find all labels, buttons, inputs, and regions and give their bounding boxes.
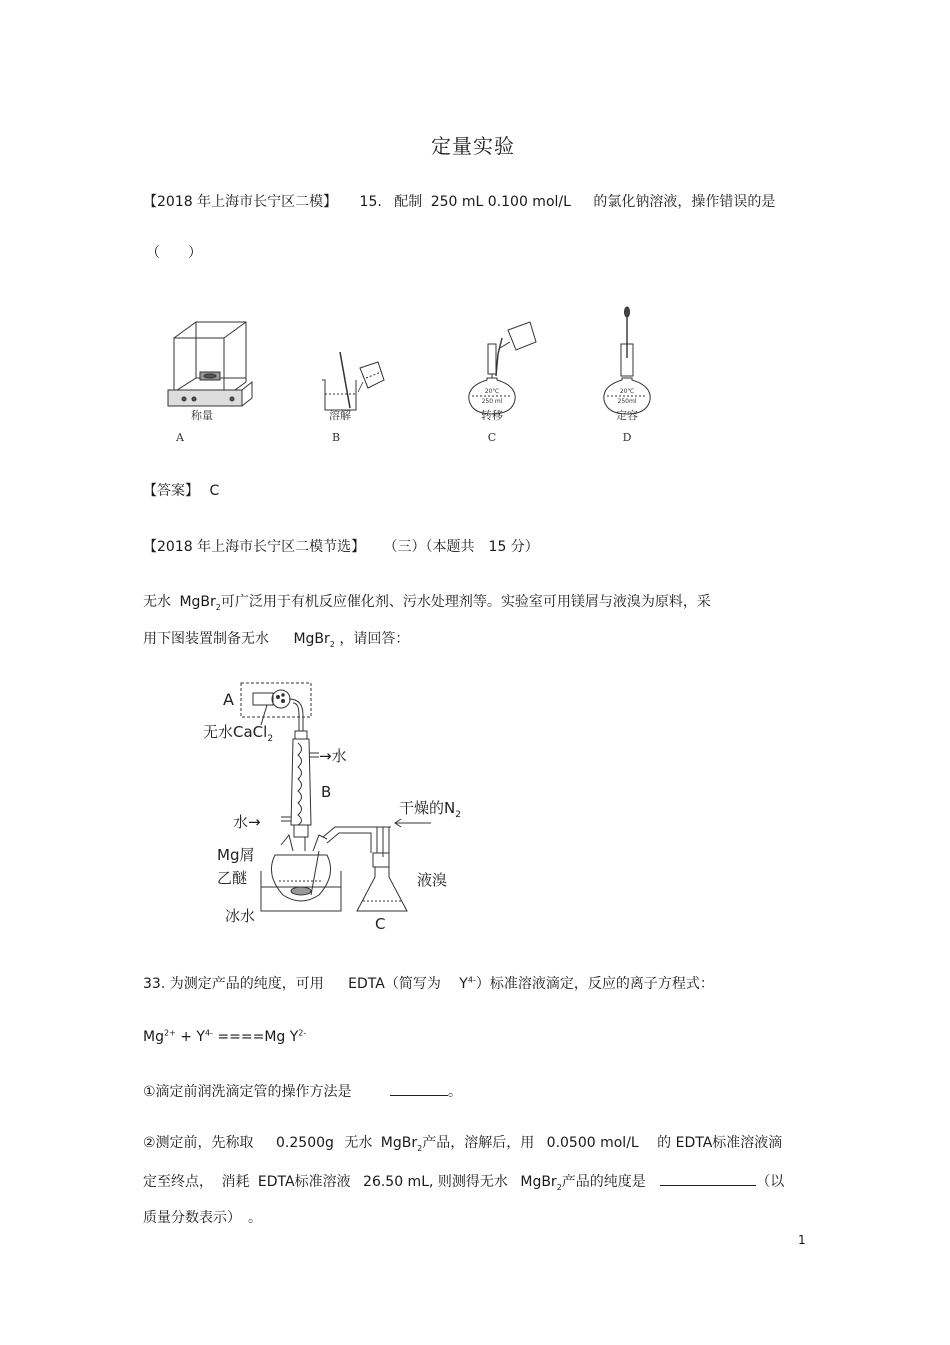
q15-answer-paren: （ ）	[146, 245, 202, 261]
drying-tube-box	[241, 683, 311, 717]
q15-text-a: 配制	[394, 194, 423, 210]
label-c: C	[375, 915, 386, 933]
intro-text: 用下图装置制备无水	[143, 631, 269, 647]
label-b: B	[321, 783, 332, 801]
q33-part1: ①滴定前润洗滴定管的操作方法是 。	[143, 1081, 462, 1101]
page-number: 1	[798, 1233, 806, 1247]
liquid-bromine-label: 液溴	[417, 871, 448, 889]
beaker-stir-icon	[322, 352, 384, 410]
water-in-label: 水→	[233, 813, 261, 831]
intro-line-2	[143, 630, 409, 648]
q15-concentration: 250 mL 0.100 mol/L	[430, 194, 571, 210]
ice-water-label: 冰水	[225, 907, 256, 925]
intro-line-1	[143, 593, 711, 611]
mgbr2-formula: MgBr$_2$	[179, 594, 221, 612]
flask-c-temp-label: 20℃	[484, 388, 500, 395]
step-d-caption: 定容	[616, 409, 638, 422]
solution-prep-figure	[160, 300, 680, 450]
condenser-icon	[281, 731, 319, 837]
step-d-letter: D	[622, 431, 632, 444]
mgbr2-formula: MgBr$_2$	[380, 1135, 423, 1153]
step-a-letter: A	[176, 431, 184, 444]
q33-part2-line2: 定至终点， 消耗 EDTA标准溶液 26.50 mL, 则测得无水 MgBr$_2$产品的纯度是 （以	[143, 1171, 784, 1191]
label-a: A	[223, 690, 234, 709]
balance-icon	[168, 322, 252, 406]
q15-text-c: 的氯化钠溶液，操作错误的是	[593, 194, 776, 210]
page-title: 定量实验	[431, 134, 515, 158]
flask-d-temp-label: 20℃	[619, 388, 635, 395]
mgbr2-formula: MgBr$_2$	[520, 1174, 562, 1192]
step-c-letter: C	[487, 431, 497, 444]
q33-part2-line3: 质量分数表示） 。	[143, 1210, 262, 1226]
intro-text: ，请回答：	[339, 631, 410, 647]
mgbr2-formula: MgBr$_2$	[293, 631, 335, 649]
conical-flask-icon	[357, 853, 407, 911]
answer-label: 【答案】	[143, 483, 199, 499]
q33-text: 33. 为测定产品的纯度，可用	[143, 976, 324, 992]
apparatus-figure	[195, 675, 475, 935]
answer-line	[143, 482, 219, 500]
section2-header	[143, 538, 539, 556]
three-neck-flask-icon	[261, 827, 377, 911]
flask-c-volume-label: 250 ml	[481, 398, 503, 405]
answer-value: C	[209, 483, 220, 499]
step-c-caption: 转移	[481, 409, 503, 422]
cacl2-label: 无水CaCl$_2$	[203, 723, 274, 744]
ether-label: 乙醚	[217, 869, 248, 887]
answer-blank-2[interactable]	[660, 1171, 756, 1186]
q33-part2-line1: ②测定前，先称取 0.2500g 无水 MgBr$_2$产品，溶解后，用 0.0500 mol/L 的 EDTA标准溶液滴	[143, 1135, 783, 1153]
q33-part1-text: ①滴定前润洗滴定管的操作方法是	[143, 1084, 352, 1100]
q15-number: 15.	[359, 194, 382, 210]
flask-d-volume-label: 250ml	[617, 398, 637, 405]
ionic-equation: $Mg^{2+} + Y^{4-} ====Mg$ $Y^{2-}$	[143, 1028, 307, 1045]
intro-text: 无水	[143, 594, 171, 610]
mg-label: Mg屑	[217, 846, 255, 864]
q33-line	[143, 975, 714, 993]
q15-line	[143, 193, 775, 211]
q33-text: ）标准溶液滴定，反应的离子方程式：	[475, 976, 714, 992]
q15-source: 【2018 年上海市长宁区二模】	[143, 194, 338, 210]
step-b-letter: B	[331, 431, 341, 444]
answer-blank-1[interactable]	[390, 1081, 448, 1096]
section2-source: 【2018 年上海市长宁区二模节选】	[143, 539, 366, 555]
q33-text: EDTA（简写为	[348, 976, 441, 992]
step-b-caption: 溶解	[329, 409, 351, 422]
y4-formula: $Y^{4-}$	[459, 975, 476, 992]
step-a-caption: 称量	[191, 409, 213, 422]
section2-part: （三）（本题共 15 分）	[383, 539, 539, 555]
water-out-label: →水	[319, 747, 347, 765]
intro-text: 可广泛用于有机反应催化剂、污水处理剂等。实验室可用镁屑与液溴为原料，采	[220, 594, 711, 610]
n2-label: 干燥的$N_2$	[399, 799, 461, 820]
